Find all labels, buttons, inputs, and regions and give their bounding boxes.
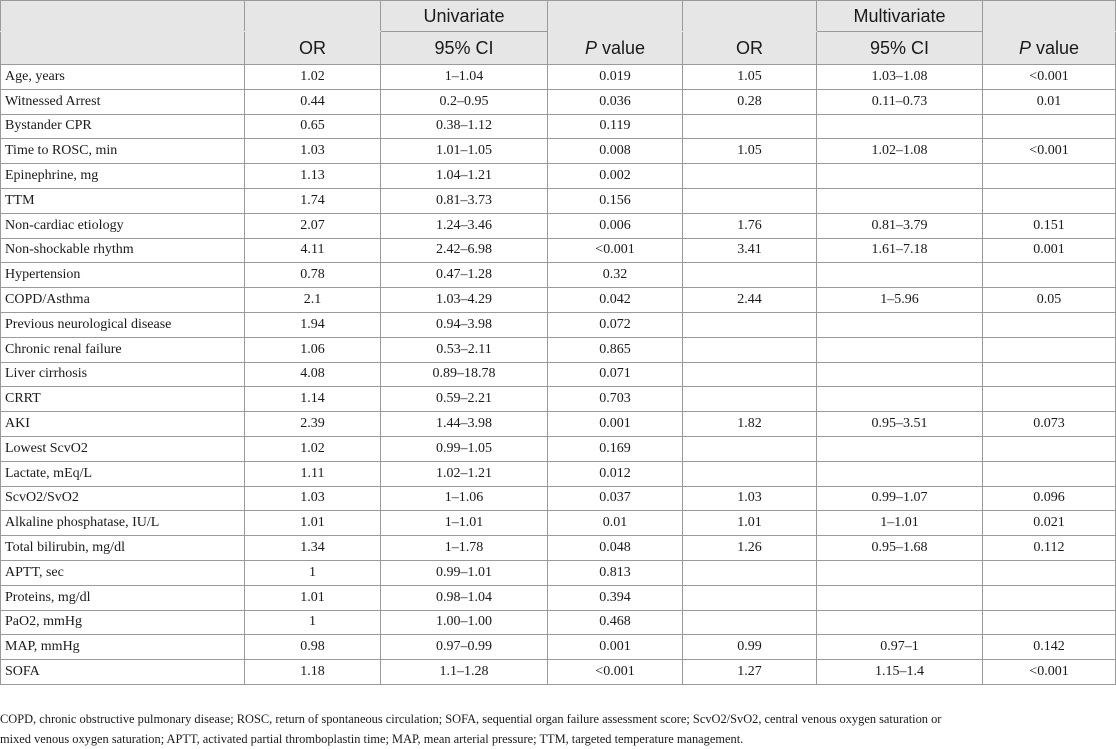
multivariate-p-cell: 0.001 [983,238,1116,263]
variable-cell: CRRT [1,387,245,412]
univariate-or-cell: 2.1 [245,288,381,313]
header-blank-cell [245,1,381,32]
univariate-ci-cell: 0.53–2.11 [381,337,548,362]
univariate-or-cell: 1.06 [245,337,381,362]
multivariate-p-cell: <0.001 [983,139,1116,164]
univariate-p-cell: 0.703 [548,387,683,412]
univariate-p-cell: <0.001 [548,238,683,263]
multivariate-p-cell: 0.021 [983,511,1116,536]
multivariate-ci-cell: 1–5.96 [817,288,983,313]
univariate-ci-cell: 1.44–3.98 [381,412,548,437]
multivariate-or-cell [683,461,817,486]
multivariate-p-cell [983,188,1116,213]
variable-cell: Time to ROSC, min [1,139,245,164]
univariate-ci-cell: 0.97–0.99 [381,635,548,660]
footnote-line: mixed venous oxygen saturation; APTT, activated partial thromboplastin time; MAP, mean arterial pressure; TTM, targeted temperature management. [0,732,744,746]
multivariate-p-cell [983,461,1116,486]
multivariate-or-cell [683,263,817,288]
univariate-ci-cell: 1.03–4.29 [381,288,548,313]
univariate-ci-header: 95% CI [381,32,548,65]
multivariate-ci-cell: 1–1.01 [817,511,983,536]
univariate-ci-cell: 0.99–1.05 [381,436,548,461]
univariate-ci-cell: 0.94–3.98 [381,312,548,337]
multivariate-or-cell: 1.05 [683,65,817,90]
table-row [1,635,1116,660]
multivariate-ci-header: 95% CI [817,32,983,65]
univariate-ci-cell: 1.02–1.21 [381,461,548,486]
header-blank-cell [983,1,1116,32]
variable-cell: Lactate, mEq/L [1,461,245,486]
univariate-ci-cell: 1.1–1.28 [381,660,548,685]
univariate-or-cell: 1.34 [245,536,381,561]
multivariate-ci-cell [817,585,983,610]
multivariate-ci-cell: 0.11–0.73 [817,89,983,114]
univariate-p-cell: 0.002 [548,164,683,189]
multivariate-p-header [983,32,1116,65]
univariate-ci-cell: 0.38–1.12 [381,114,548,139]
univariate-p-cell: <0.001 [548,660,683,685]
table-row [1,560,1116,585]
header-blank-cell [548,1,683,32]
variable-cell: Non-cardiac etiology [1,213,245,238]
table-row [1,164,1116,189]
table-row [1,362,1116,387]
univariate-or-cell: 2.07 [245,213,381,238]
table-row [1,660,1116,685]
univariate-or-cell: 1.01 [245,585,381,610]
p-letter: P [584,37,597,58]
univariate-p-cell: 0.048 [548,536,683,561]
univariate-ci-cell: 2.42–6.98 [381,238,548,263]
univariate-p-cell: 0.008 [548,139,683,164]
multivariate-or-cell [683,362,817,387]
multivariate-p-cell [983,362,1116,387]
multivariate-or-cell [683,188,817,213]
variable-cell: Witnessed Arrest [1,89,245,114]
univariate-ci-cell: 0.47–1.28 [381,263,548,288]
variable-cell: Alkaline phosphatase, IU/L [1,511,245,536]
univariate-or-cell: 0.44 [245,89,381,114]
multivariate-or-cell [683,560,817,585]
univariate-or-cell: 1.94 [245,312,381,337]
header-row-groups [1,1,1116,32]
univariate-p-cell: 0.169 [548,436,683,461]
multivariate-or-cell: 0.99 [683,635,817,660]
table-row [1,89,1116,114]
multivariate-ci-cell [817,114,983,139]
multivariate-ci-cell [817,560,983,585]
multivariate-or-cell [683,114,817,139]
multivariate-or-cell: 0.28 [683,89,817,114]
table-row [1,387,1116,412]
multivariate-or-cell [683,337,817,362]
table-row [1,238,1116,263]
univariate-ci-cell: 0.59–2.21 [381,387,548,412]
p-value-word: value [1030,37,1080,58]
header-row-columns [1,32,1116,65]
univariate-p-cell: 0.019 [548,65,683,90]
multivariate-ci-cell: 1.03–1.08 [817,65,983,90]
univariate-ci-cell: 1.04–1.21 [381,164,548,189]
univariate-p-cell: 0.001 [548,635,683,660]
multivariate-ci-cell: 1.02–1.08 [817,139,983,164]
variable-cell: ScvO2/SvO2 [1,486,245,511]
table-row [1,312,1116,337]
multivariate-p-cell: 0.073 [983,412,1116,437]
univariate-p-cell: 0.119 [548,114,683,139]
univariate-p-cell: 0.468 [548,610,683,635]
multivariate-ci-cell: 1.61–7.18 [817,238,983,263]
table-row [1,288,1116,313]
table-body [1,65,1116,685]
univariate-p-cell: 0.006 [548,213,683,238]
multivariate-p-cell [983,436,1116,461]
table-row [1,585,1116,610]
variable-cell: Lowest ScvO2 [1,436,245,461]
table-row [1,139,1116,164]
multivariate-or-cell: 2.44 [683,288,817,313]
multivariate-p-cell: 0.151 [983,213,1116,238]
univariate-or-cell: 1.14 [245,387,381,412]
multivariate-ci-cell: 0.97–1 [817,635,983,660]
table-row [1,263,1116,288]
variable-cell: Total bilirubin, mg/dl [1,536,245,561]
table-row [1,213,1116,238]
univariate-or-cell: 1.02 [245,65,381,90]
univariate-ci-cell: 1–1.04 [381,65,548,90]
univariate-p-header [548,32,683,65]
univariate-p-cell: 0.036 [548,89,683,114]
univariate-ci-cell: 1–1.01 [381,511,548,536]
multivariate-ci-cell [817,263,983,288]
univariate-or-cell: 2.39 [245,412,381,437]
univariate-p-cell: 0.394 [548,585,683,610]
univariate-ci-cell: 0.98–1.04 [381,585,548,610]
univariate-or-cell: 4.11 [245,238,381,263]
multivariate-p-cell [983,560,1116,585]
footnote-line: COPD, chronic obstructive pulmonary disease; ROSC, return of spontaneous circulation; SOFA, sequential organ failure assessment score; ScvO2/SvO2, central venous oxygen saturation or [0,712,942,726]
univariate-or-cell: 1.02 [245,436,381,461]
variable-cell: Chronic renal failure [1,337,245,362]
univariate-or-cell: 1 [245,560,381,585]
multivariate-ci-cell [817,164,983,189]
multivariate-or-header: OR [683,32,817,65]
multivariate-ci-cell [817,337,983,362]
univariate-p-cell: 0.042 [548,288,683,313]
multivariate-ci-cell [817,312,983,337]
multivariate-p-cell: 0.05 [983,288,1116,313]
univariate-or-cell: 1.13 [245,164,381,189]
univariate-ci-cell: 0.99–1.01 [381,560,548,585]
variable-cell: Hypertension [1,263,245,288]
header-blank-cell [1,1,245,32]
multivariate-p-cell [983,387,1116,412]
univariate-p-cell: 0.813 [548,560,683,585]
p-letter: P [1018,37,1031,58]
variable-cell: Previous neurological disease [1,312,245,337]
multivariate-p-cell: 0.01 [983,89,1116,114]
univariate-or-cell: 0.98 [245,635,381,660]
univariate-group-header: Univariate [381,1,548,32]
univariate-ci-cell: 1.00–1.00 [381,610,548,635]
table-row [1,412,1116,437]
univariate-or-cell: 1.01 [245,511,381,536]
univariate-or-cell: 1 [245,610,381,635]
multivariate-p-cell [983,312,1116,337]
univariate-p-cell: 0.037 [548,486,683,511]
multivariate-or-cell [683,387,817,412]
header-blank-cell [683,1,817,32]
univariate-or-cell: 1.74 [245,188,381,213]
table-row [1,610,1116,635]
univariate-or-cell: 0.65 [245,114,381,139]
univariate-ci-cell: 1–1.78 [381,536,548,561]
multivariate-group-header: Multivariate [817,1,983,32]
multivariate-ci-cell: 0.81–3.79 [817,213,983,238]
variable-cell: Age, years [1,65,245,90]
multivariate-p-cell [983,263,1116,288]
univariate-p-cell: 0.071 [548,362,683,387]
multivariate-ci-cell: 0.95–3.51 [817,412,983,437]
variable-cell: SOFA [1,660,245,685]
p-value-word: value [596,37,646,58]
multivariate-or-cell [683,585,817,610]
multivariate-or-cell [683,436,817,461]
univariate-or-cell: 1.18 [245,660,381,685]
multivariate-ci-cell [817,461,983,486]
univariate-ci-cell: 1–1.06 [381,486,548,511]
multivariate-or-cell: 1.05 [683,139,817,164]
multivariate-ci-cell [817,362,983,387]
multivariate-ci-cell [817,436,983,461]
table-footnote [0,709,1116,749]
multivariate-p-cell: 0.142 [983,635,1116,660]
multivariate-or-cell: 1.03 [683,486,817,511]
variable-cell: Proteins, mg/dl [1,585,245,610]
multivariate-p-cell: <0.001 [983,65,1116,90]
variable-cell: Bystander CPR [1,114,245,139]
univariate-p-cell: 0.001 [548,412,683,437]
univariate-p-cell: 0.072 [548,312,683,337]
variable-cell: Liver cirrhosis [1,362,245,387]
univariate-or-header: OR [245,32,381,65]
multivariate-ci-cell [817,188,983,213]
multivariate-or-cell: 1.76 [683,213,817,238]
multivariate-or-cell: 1.01 [683,511,817,536]
variable-cell: TTM [1,188,245,213]
univariate-ci-cell: 1.01–1.05 [381,139,548,164]
multivariate-or-cell: 1.27 [683,660,817,685]
univariate-or-cell: 4.08 [245,362,381,387]
univariate-p-cell: 0.01 [548,511,683,536]
table-row [1,511,1116,536]
univariate-p-cell: 0.32 [548,263,683,288]
univariate-p-cell: 0.012 [548,461,683,486]
variable-cell: MAP, mmHg [1,635,245,660]
univariate-ci-cell: 0.2–0.95 [381,89,548,114]
multivariate-p-cell: 0.096 [983,486,1116,511]
multivariate-p-cell [983,337,1116,362]
univariate-or-cell: 1.03 [245,486,381,511]
variable-cell: PaO2, mmHg [1,610,245,635]
multivariate-ci-cell [817,387,983,412]
table-row [1,188,1116,213]
univariate-p-cell: 0.156 [548,188,683,213]
univariate-p-cell: 0.865 [548,337,683,362]
table-row [1,114,1116,139]
univariate-ci-cell: 1.24–3.46 [381,213,548,238]
multivariate-ci-cell [817,610,983,635]
table-header [1,1,1116,65]
multivariate-ci-cell: 0.99–1.07 [817,486,983,511]
variable-cell: Non-shockable rhythm [1,238,245,263]
multivariate-or-cell: 1.82 [683,412,817,437]
table-row [1,65,1116,90]
variable-cell: AKI [1,412,245,437]
multivariate-ci-cell: 0.95–1.68 [817,536,983,561]
multivariate-ci-cell: 1.15–1.4 [817,660,983,685]
multivariate-or-cell: 3.41 [683,238,817,263]
variable-cell: Epinephrine, mg [1,164,245,189]
header-blank-cell [1,32,245,65]
multivariate-or-cell: 1.26 [683,536,817,561]
table-row [1,536,1116,561]
multivariate-p-cell [983,610,1116,635]
multivariate-or-cell [683,610,817,635]
multivariate-p-cell: 0.112 [983,536,1116,561]
multivariate-p-cell [983,585,1116,610]
multivariate-or-cell [683,312,817,337]
multivariate-or-cell [683,164,817,189]
table-row [1,436,1116,461]
univariate-or-cell: 1.11 [245,461,381,486]
univariate-or-cell: 0.78 [245,263,381,288]
table-row [1,337,1116,362]
table-row [1,461,1116,486]
univariate-ci-cell: 0.81–3.73 [381,188,548,213]
variable-cell: APTT, sec [1,560,245,585]
multivariate-p-cell: <0.001 [983,660,1116,685]
variable-cell: COPD/Asthma [1,288,245,313]
univariate-ci-cell: 0.89–18.78 [381,362,548,387]
multivariate-p-cell [983,164,1116,189]
univariate-or-cell: 1.03 [245,139,381,164]
table-row [1,486,1116,511]
multivariate-p-cell [983,114,1116,139]
